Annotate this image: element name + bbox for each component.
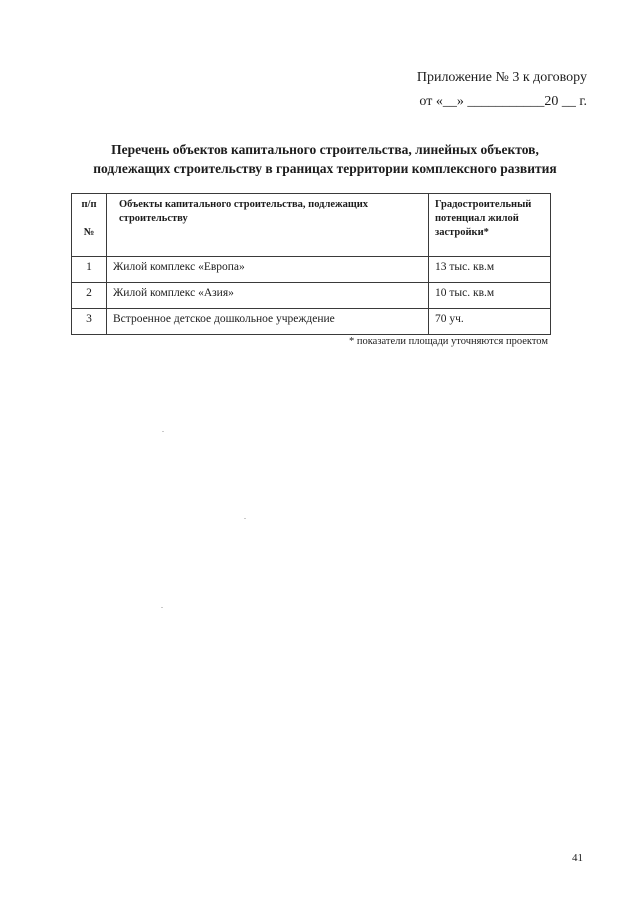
row-number: 3 xyxy=(72,309,107,335)
contract-date-line: от «__» ___________20 __ г. xyxy=(419,94,587,109)
row-object-name: Жилой комплекс «Европа» xyxy=(107,257,429,283)
row-object-name: Жилой комплекс «Азия» xyxy=(107,283,429,309)
header-potential: Градостроительный потенциал жилой застройки* xyxy=(429,194,551,257)
header-object-name: Объекты капитального строительства, подлежащих строительству xyxy=(107,194,429,257)
row-object-name: Встроенное детское дошкольное учреждение xyxy=(107,309,429,335)
row-potential: 10 тыс. кв.м xyxy=(429,283,551,309)
header-number xyxy=(72,194,107,257)
row-potential: 13 тыс. кв.м xyxy=(429,257,551,283)
document-title-line-2: подлежащих строительству в границах территории комплексного развития xyxy=(93,161,557,176)
table-row xyxy=(72,257,551,283)
objects-table xyxy=(71,193,551,335)
appendix-header xyxy=(417,66,587,114)
header-number-line-2: № xyxy=(83,227,95,238)
scan-speck xyxy=(161,607,163,608)
header-number-line-1: п/п xyxy=(81,199,97,210)
table-header-row xyxy=(72,194,551,257)
table-row xyxy=(72,309,551,335)
table-footnote: * показатели площади уточняются проектом xyxy=(348,336,548,347)
scan-speck xyxy=(162,431,164,432)
scan-speck xyxy=(244,518,246,519)
table-row xyxy=(72,283,551,309)
document-title xyxy=(40,140,610,178)
row-number: 2 xyxy=(72,283,107,309)
appendix-reference: Приложение № 3 к договору xyxy=(416,70,587,85)
row-potential: 70 уч. xyxy=(429,309,551,335)
row-number: 1 xyxy=(72,257,107,283)
document-title-line-1: Перечень объектов капитального строительства, линейных объектов, xyxy=(111,142,539,157)
page-number: 41 xyxy=(572,852,583,864)
